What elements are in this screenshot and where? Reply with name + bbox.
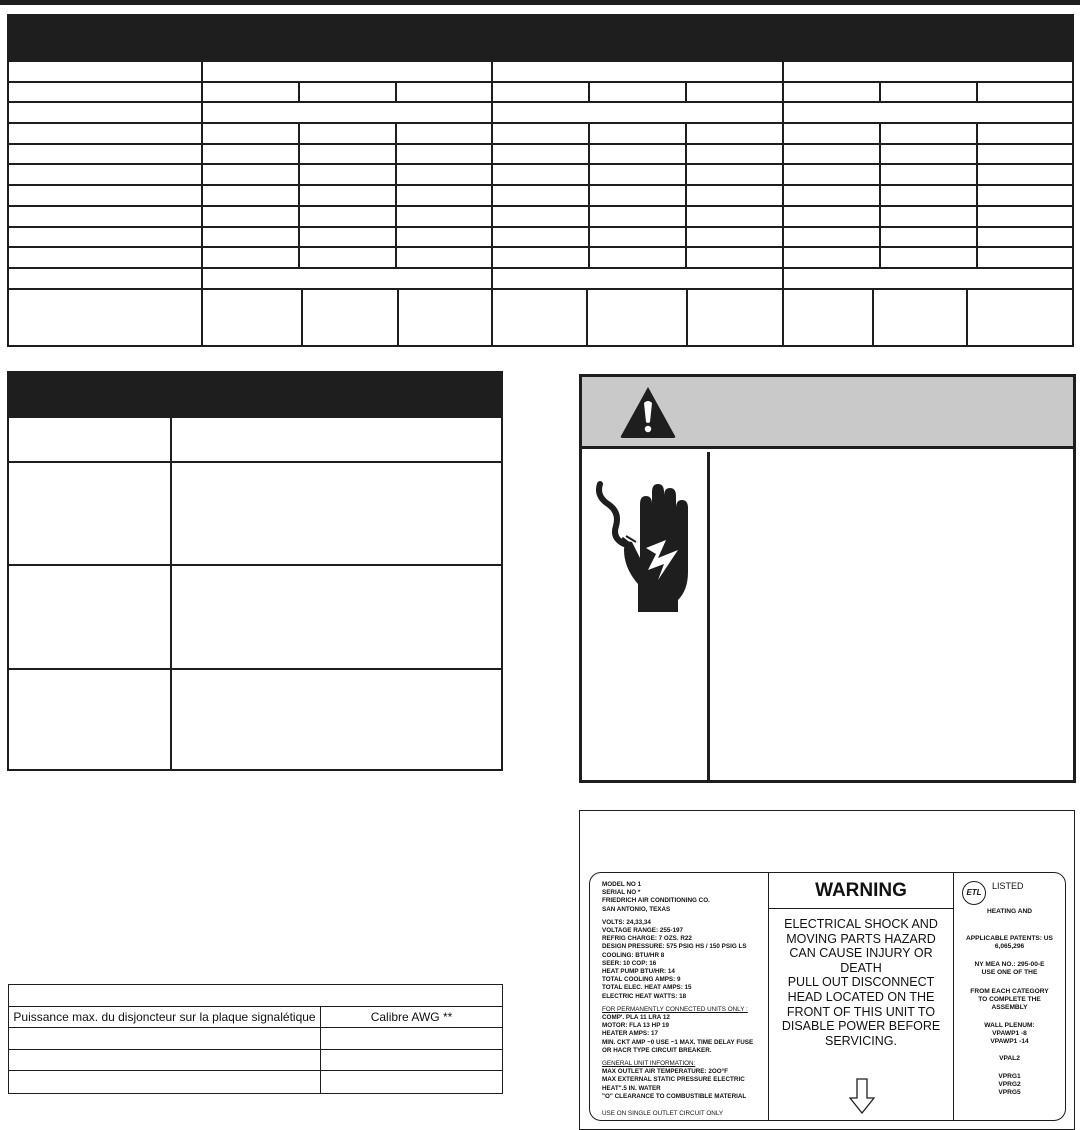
table-row	[9, 228, 1072, 249]
warning-line: PULL OUT DISCONNECT	[787, 975, 935, 990]
warning-icon-column	[582, 452, 710, 780]
listed-label: LISTED	[992, 881, 1024, 891]
electric-shock-hand-icon	[594, 472, 704, 617]
rating-line: FRIEDRICH AIR CONDITIONING CO.	[602, 897, 710, 905]
table-row	[9, 1050, 502, 1072]
table-row	[9, 83, 1072, 104]
table-row	[9, 103, 1072, 124]
warning-line: DEATH	[840, 960, 882, 975]
table-row	[9, 124, 1072, 145]
warning-line: DISABLE POWER BEFORE	[781, 1019, 941, 1034]
rating-line: TOTAL COOLING AMPS: 9	[602, 976, 681, 984]
table-row	[9, 248, 1072, 269]
etl-listed-logo: ETL	[962, 881, 986, 905]
heating-label: HEATING AND	[986, 908, 1033, 915]
warning-line: HEAD LOCATED ON THE	[787, 989, 935, 1004]
patents-info: APPLICABLE PATENTS: US 6,065,296	[966, 935, 1053, 951]
warning-line: CAN CAUSE INJURY OR	[789, 946, 933, 961]
secondary-table	[7, 371, 503, 771]
warning-line: SERVICING.	[824, 1033, 897, 1048]
table-row	[9, 1028, 502, 1050]
warning-panel	[579, 374, 1076, 783]
table-row	[9, 1071, 502, 1093]
rating-line: "O" CLEARANCE TO COMBUSTIBLE MATERIAL	[602, 1092, 747, 1100]
category-info: FROM EACH CATEGORY TO COMPLETE THE ASSEMBLY	[970, 988, 1049, 1012]
table-row	[9, 62, 1072, 83]
nameplate-warning-title: WARNING	[769, 873, 953, 909]
rating-line: COMP'. PLA 11 LRA 12	[602, 1014, 670, 1022]
rating-line: MOTOR: FLA 13 HP 19	[602, 1022, 670, 1030]
rating-line: DESIGN PRESSURE: 575 PSIG HS / 150 PSIG LS	[602, 943, 747, 951]
breaker-rating-header: Puissance max. du disjoncteur sur la plaque signalétique	[9, 1007, 321, 1028]
rating-line: SERIAL NO *	[602, 889, 641, 897]
nameplate-label	[589, 872, 1066, 1121]
rating-line: HEAT PUMP BTU/HR: 14	[602, 968, 675, 976]
rating-line: TOTAL ELEC. HEAT AMPS: 15	[602, 984, 692, 992]
table-row	[9, 418, 501, 463]
nameplate-warning-column	[769, 873, 954, 1120]
warning-line: ELECTRICAL SHOCK AND	[784, 917, 938, 931]
nameplate-frame	[579, 810, 1075, 1130]
awg-gauge-header: Calibre AWG **	[370, 1009, 453, 1024]
rating-line: USE ON SINGLE OUTLET CIRCUIT ONLY	[602, 1110, 724, 1118]
top-rule	[0, 0, 1080, 5]
rating-line: MODEL NO 1	[602, 881, 642, 888]
specifications-table	[7, 14, 1074, 347]
warning-line: FRONT OF THIS UNIT TO	[786, 1004, 936, 1019]
table-row	[9, 290, 1072, 346]
wall-plenum-info: WALL PLENUM: VPAWP1 -8 VPAWP1 -14	[984, 1022, 1035, 1046]
nameplate-warning-text	[769, 917, 953, 1048]
wire-size-table	[8, 984, 503, 1094]
table-row	[9, 985, 502, 1007]
rating-line: COOLING: BTU/HR 8	[602, 951, 665, 959]
table-row	[9, 165, 1072, 186]
rating-line: VOLTS: 24,33,34	[602, 918, 651, 926]
rating-line: ELECTRIC HEAT WATTS: 18	[602, 992, 687, 1000]
rating-line: HEAT".5 IN. WATER	[602, 1084, 661, 1092]
specifications-table-header	[9, 16, 1072, 62]
rating-line: MAX OUTLET AIR TEMPERATURE: 2OO°F	[602, 1068, 729, 1076]
arrow-down-icon	[849, 1078, 875, 1114]
rating-line: MIN. CKT AMP ~0 USE ~1 MAX. TIME DELAY FUSE	[602, 1038, 754, 1046]
table-row	[9, 566, 501, 670]
rating-line: OR HACR TYPE CIRCUIT BREAKER.	[602, 1046, 712, 1054]
table-row	[9, 207, 1072, 228]
rating-line: HEATER AMPS: 17	[602, 1030, 658, 1038]
table-header-row	[9, 1007, 502, 1029]
rating-line: SAN ANTONIO, TEXAS	[602, 905, 671, 913]
rating-line: VOLTAGE RANGE: 255-197	[602, 927, 683, 935]
rating-line: REFRIG CHARGE: 7 OZS. R22	[602, 935, 692, 943]
ny-mea-info: NY MEA NO.: 295-00-E USE ONE OF THE	[974, 961, 1045, 977]
table-row	[9, 145, 1072, 166]
rating-line: GENERAL UNIT INFORMATION:	[602, 1060, 696, 1068]
rating-line: FOR PERMANENTLY CONNECTED UNITS ONLY :	[602, 1005, 748, 1013]
table-row	[9, 269, 1072, 290]
table-row	[9, 670, 501, 769]
certification-column	[954, 873, 1065, 1120]
table-row	[9, 186, 1072, 207]
warning-triangle-icon	[619, 385, 677, 439]
warning-header	[582, 377, 1073, 449]
warning-line: MOVING PARTS HAZARD	[786, 931, 936, 946]
rating-line: SEER: 10 COP: 16	[602, 959, 657, 967]
table-row	[9, 463, 501, 566]
rating-info-column	[590, 873, 769, 1120]
rating-line: MAX EXTERNAL STATIC PRESSURE ELECTRIC	[602, 1076, 745, 1084]
vpal-model: VPAL2	[999, 1055, 1020, 1062]
secondary-table-header	[9, 373, 501, 418]
vprg-models: VPRG1 VPRG2 VPRG5	[998, 1073, 1021, 1097]
